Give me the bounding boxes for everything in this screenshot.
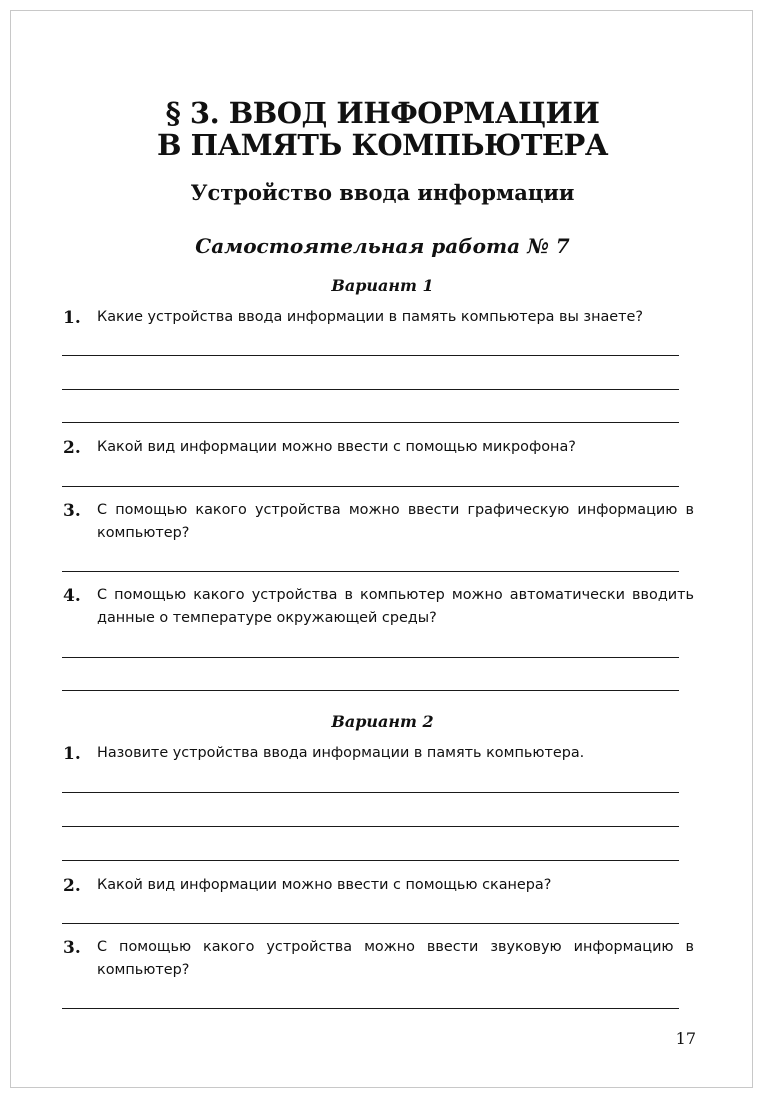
- worksheet-page: [10, 10, 753, 1088]
- question-text: С помощью какого устройства можно ввести звуковую информацию в компьютер?: [97, 939, 694, 978]
- answer-line[interactable]: [62, 571, 679, 572]
- work-title: Самостоятельная работа № 7: [195, 234, 570, 258]
- question-number: 2.: [63, 876, 81, 896]
- variant-2-label: Вариант 2: [331, 712, 434, 731]
- question-number: 2.: [63, 438, 81, 458]
- question-number: 3.: [63, 938, 81, 958]
- answer-line[interactable]: [62, 486, 679, 487]
- question-text: Какой вид информации можно ввести с помощью сканера?: [97, 877, 552, 893]
- answer-line[interactable]: [62, 1008, 679, 1009]
- answer-line[interactable]: [62, 826, 679, 827]
- answer-line[interactable]: [62, 860, 679, 861]
- answer-line[interactable]: [62, 690, 679, 691]
- variant-1-label: Вариант 1: [331, 276, 434, 295]
- question-number: 3.: [63, 501, 81, 521]
- answer-line[interactable]: [62, 422, 679, 423]
- question-text: С помощью какого устройства можно ввести графическую информацию в компьютер?: [97, 502, 694, 541]
- question-number: 1.: [63, 308, 81, 328]
- answer-line[interactable]: [62, 355, 679, 356]
- question-text: Какие устройства ввода информации в память компьютера вы знаете?: [97, 309, 644, 325]
- answer-line[interactable]: [62, 389, 679, 390]
- answer-line[interactable]: [62, 923, 679, 924]
- question-text: С помощью какого устройства в компьютер можно автоматически вводить данные о температуре окружающей среды?: [97, 587, 694, 626]
- answer-line[interactable]: [62, 792, 679, 793]
- question-text: Какой вид информации можно ввести с помощью микрофона?: [97, 439, 576, 455]
- section-title-line2: В ПАМЯТЬ КОМПЬЮТЕРА: [157, 128, 608, 162]
- page-number: 17: [675, 1029, 696, 1048]
- question-number: 1.: [63, 744, 81, 764]
- answer-line[interactable]: [62, 657, 679, 658]
- question-number: 4.: [63, 586, 81, 606]
- question-text: Назовите устройства ввода информации в память компьютера.: [97, 745, 585, 761]
- topic-subtitle: Устройство ввода информации: [190, 180, 575, 205]
- section-title-line1: § 3. ВВОД ИНФОРМАЦИИ: [165, 96, 600, 130]
